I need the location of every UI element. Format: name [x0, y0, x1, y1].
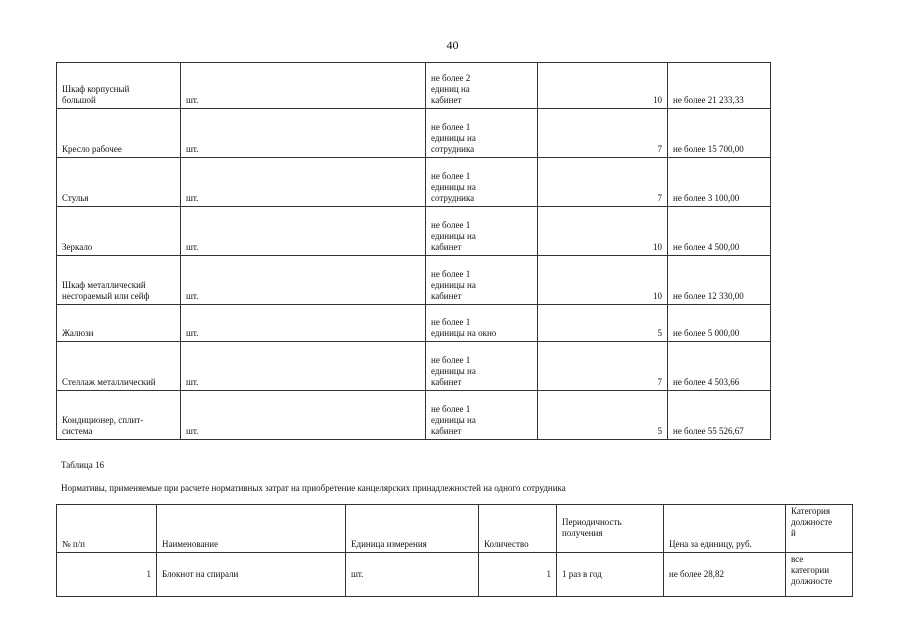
page-number: 40 [446, 38, 459, 52]
quantity-cell: 1 [479, 553, 557, 597]
norm-cell: не более 1 единицы на сотрудника [426, 158, 538, 207]
table-row [57, 207, 771, 256]
unit-cell: шт. [346, 553, 479, 597]
table-row [57, 256, 771, 305]
table-row [57, 109, 771, 158]
price-cell: не более 55 526,67 [668, 391, 771, 440]
norm-cell: не более 1 единицы на кабинет [426, 391, 538, 440]
quantity-cell: 7 [538, 158, 668, 207]
price-cell: не более 4 500,00 [668, 207, 771, 256]
item-name: Шкаф металлический несгораемый или сейф [57, 256, 181, 305]
table-caption: Таблица 16 [61, 460, 104, 470]
header-cell: Единица измерения [346, 505, 479, 553]
price-cell: не более 12 330,00 [668, 256, 771, 305]
norm-cell: не более 1 единицы на кабинет [426, 207, 538, 256]
norm-cell: не более 1 единицы на кабинет [426, 342, 538, 391]
price-cell: не более 15 700,00 [668, 109, 771, 158]
price-cell: не более 3 100,00 [668, 158, 771, 207]
item-name: Стеллаж металлический [57, 342, 181, 391]
price-cell: не более 4 503,66 [668, 342, 771, 391]
item-name: Кондиционер, сплит- система [57, 391, 181, 440]
category-cell: все категории должносте [786, 553, 853, 597]
table-row [57, 391, 771, 440]
table-row [57, 553, 853, 597]
quantity-cell: 10 [538, 207, 668, 256]
unit-cell: шт. [181, 109, 426, 158]
unit-cell: шт. [181, 305, 426, 342]
equipment-norms-table [56, 62, 771, 440]
row-number: 1 [57, 553, 157, 597]
header-cell: Количество [479, 505, 557, 553]
item-name: Блокнот на спирали [157, 553, 346, 597]
header-cell: № п/п [57, 505, 157, 553]
item-name: Кресло рабочее [57, 109, 181, 158]
table-row [57, 63, 771, 109]
price-cell: не более 21 233,33 [668, 63, 771, 109]
table-row [57, 158, 771, 207]
norm-cell: не более 1 единицы на окно [426, 305, 538, 342]
header-cell: Наименование [157, 505, 346, 553]
header-cell: Периодичность получения [557, 505, 664, 553]
unit-cell: шт. [181, 158, 426, 207]
quantity-cell: 5 [538, 305, 668, 342]
table-title: Нормативы, применяемые при расчете нормативных затрат на приобретение канцелярских принадлежностей на одного сотрудника [61, 483, 566, 493]
item-name: Стулья [57, 158, 181, 207]
unit-cell: шт. [181, 207, 426, 256]
unit-cell: шт. [181, 342, 426, 391]
quantity-cell: 7 [538, 342, 668, 391]
period-cell: 1 раз в год [557, 553, 664, 597]
stationery-norms-table [56, 504, 853, 597]
norm-cell: не более 2 единиц на кабинет [426, 63, 538, 109]
table-header-row [57, 505, 853, 553]
header-cell: Цена за единицу, руб. [664, 505, 786, 553]
unit-cell: шт. [181, 256, 426, 305]
quantity-cell: 7 [538, 109, 668, 158]
header-cell: Категория должносте й [786, 505, 853, 553]
quantity-cell: 5 [538, 391, 668, 440]
table-row [57, 342, 771, 391]
price-cell: не более 5 000,00 [668, 305, 771, 342]
item-name: Зеркало [57, 207, 181, 256]
unit-cell: шт. [181, 391, 426, 440]
table-row [57, 305, 771, 342]
item-name: Жалюзи [57, 305, 181, 342]
norm-cell: не более 1 единицы на кабинет [426, 256, 538, 305]
price-cell: не более 28,82 [664, 553, 786, 597]
norm-cell: не более 1 единицы на сотрудника [426, 109, 538, 158]
item-name: Шкаф корпусный большой [57, 63, 181, 109]
quantity-cell: 10 [538, 63, 668, 109]
unit-cell: шт. [181, 63, 426, 109]
quantity-cell: 10 [538, 256, 668, 305]
